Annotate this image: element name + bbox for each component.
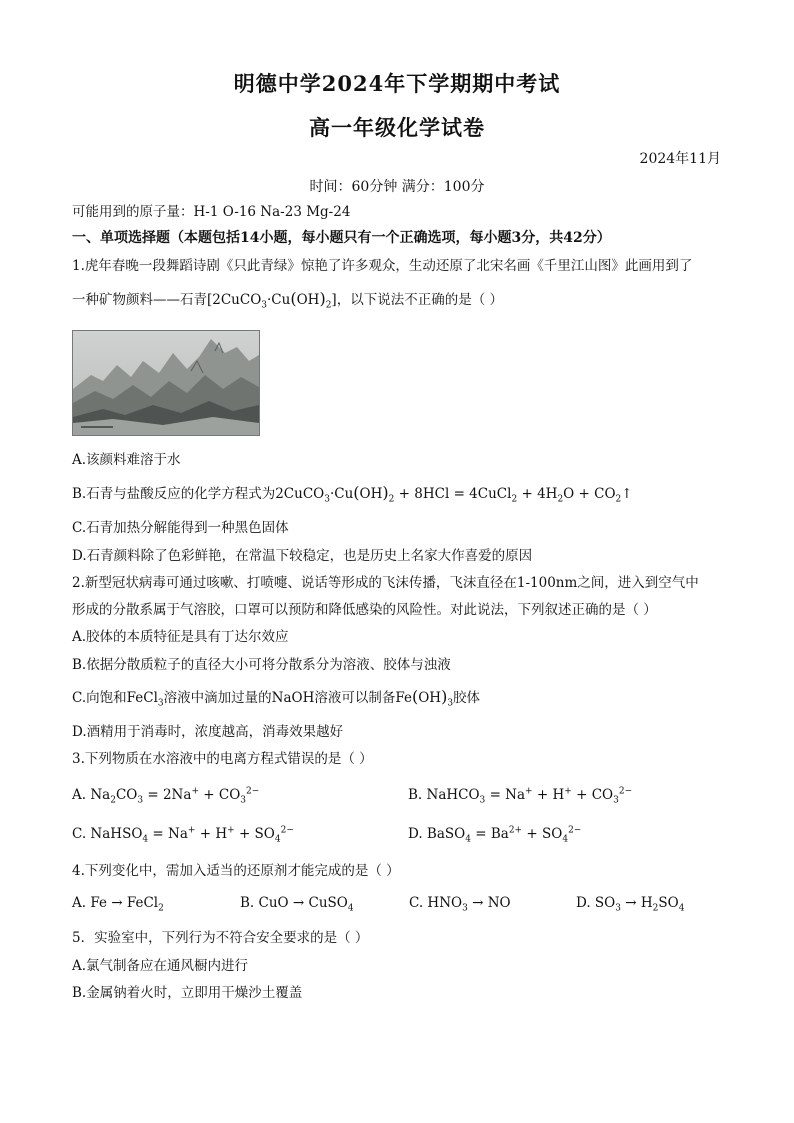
time-and-score: 时间：60分钟 满分：100分 xyxy=(309,179,485,195)
q2-option-b: B.依据分散质粒子的直径大小可将分散系分为溶液、胶体与浊液 xyxy=(72,657,451,673)
q3-label-c: C. xyxy=(72,826,87,842)
q3-label-d: D. xyxy=(408,826,423,842)
q3-label-a: A. xyxy=(72,787,87,803)
q3-label-b: B. xyxy=(408,787,423,803)
q1-option-a: A.该颜料难溶于水 xyxy=(72,452,181,468)
q5-option-a: A.氯气制备应在通风橱内进行 xyxy=(72,958,249,974)
q2-option-a: A.胶体的本质特征是具有丁达尔效应 xyxy=(72,629,289,645)
q1-option-b-equation: $2CuCO_3\cdot Cu(OH)_2 + 8HCl$ = 4CuCl$_2$ + $4H_2O$ + $CO_2↑$ xyxy=(275,483,633,505)
q1-stem-line2 xyxy=(72,290,503,309)
q4-label-c: C. xyxy=(409,895,424,911)
q4-option-c: C. $HNO_3$ → NO xyxy=(409,895,511,914)
q4-label-d: D. xyxy=(576,895,591,911)
exam-date: 2024年11月 xyxy=(639,151,721,167)
q2-option-c-suffix: 胶体 xyxy=(453,690,481,706)
q4-option-d: D. $SO_3 \to H_2SO_4$ xyxy=(576,895,685,914)
q1-stem-line1: 1.虎年春晚一段舞蹈诗剧《只此青绿》惊艳了许多观众，生动还原了北宋名画《千里江山图》此画用到了 xyxy=(72,258,693,274)
q2-option-c-prefix: C.向饱和 xyxy=(72,690,127,706)
q1-option-b-text: B.石青与盐酸反应的化学方程式为 xyxy=(72,486,276,502)
exam-subtitle: 高一年级化学试卷 xyxy=(309,115,485,140)
q5-stem: 5．实验室中，下列行为不符合安全要求的是（ ） xyxy=(72,930,369,946)
q3-stem: 3.下列物质在水溶液中的电离方程式错误的是（ ） xyxy=(72,751,373,767)
q2-formula-feoh3: $Fe(OH)_3$ xyxy=(395,687,454,709)
q1-stem-prefix: 一种矿物颜料——石青 xyxy=(72,292,207,308)
q1-option-d: D.石青颜料除了色彩鲜艳，在常温下较稳定，也是历史上名家大作喜爱的原因 xyxy=(72,548,533,564)
q1-option-b xyxy=(72,484,633,503)
q2-formula-fecl3: FeCl$_3$ xyxy=(126,690,164,709)
q1-stem-suffix: ，以下说法不正确的是（ ） xyxy=(336,292,503,308)
q2-option-c xyxy=(72,688,480,707)
section-heading: 一、单项选择题（本题包括14小题，每小题只有一个正确选项，每小题3分，共42分） xyxy=(72,230,611,246)
q3-option-b: B. NaHCO$_3$ = $Na^+ + H^+ + CO_3^{2-}$ xyxy=(408,786,633,806)
q3-option-c: C. NaHSO$_4$ = $Na^+ + H^+ + SO_4^{2-}$ xyxy=(72,825,294,845)
q4-option-a: A. Fe → FeCl$_2$ xyxy=(72,895,164,914)
q1-formula-shiqing: $[2CuCO_3\cdot Cu(OH)_2]$ xyxy=(207,289,337,311)
q3-option-a: A. $Na_2CO_3 = 2Na^+ + CO_3^{2-}$ xyxy=(72,786,260,806)
exam-title: 明德中学2024年下学期期中考试 xyxy=(233,71,561,96)
q4-option-b: B. CuO → CuSO$_4$ xyxy=(240,895,354,914)
q3-option-d: D. BaSO$_4$ = $Ba^{2+} + SO_4^{2-}$ xyxy=(408,825,582,845)
q2-stem-line1: 2.新型冠状病毒可通过咳嗽、打喷嚏、说话等形成的飞沫传播，飞沫直径在1-100nm之间，进入到空气中 xyxy=(72,575,699,591)
q4-stem: 4.下列变化中，需加入适当的还原剂才能完成的是（ ） xyxy=(72,863,400,879)
landscape-painting-image xyxy=(72,330,260,436)
q5-option-b: B.金属钠着火时，立即用干燥沙土覆盖 xyxy=(72,985,303,1001)
painting-svg xyxy=(73,331,259,435)
q2-option-d: D.酒精用于消毒时，浓度越高，消毒效果越好 xyxy=(72,724,344,740)
atomic-masses: 可能用到的原子量：H-1 O-16 Na-23 Mg-24 xyxy=(72,204,351,220)
q2-stem-line2: 形成的分散系属于气溶胶，口罩可以预防和降低感染的风险性。对此说法，下列叙述正确的是（ ） xyxy=(72,602,657,618)
q4-label-b: B. xyxy=(240,895,255,911)
q1-option-c: C.石青加热分解能得到一种黑色固体 xyxy=(72,520,289,536)
q4-label-a: A. xyxy=(72,895,87,911)
q2-option-c-mid: 溶液中滴加过量的NaOH溶液可以制备 xyxy=(163,690,396,706)
